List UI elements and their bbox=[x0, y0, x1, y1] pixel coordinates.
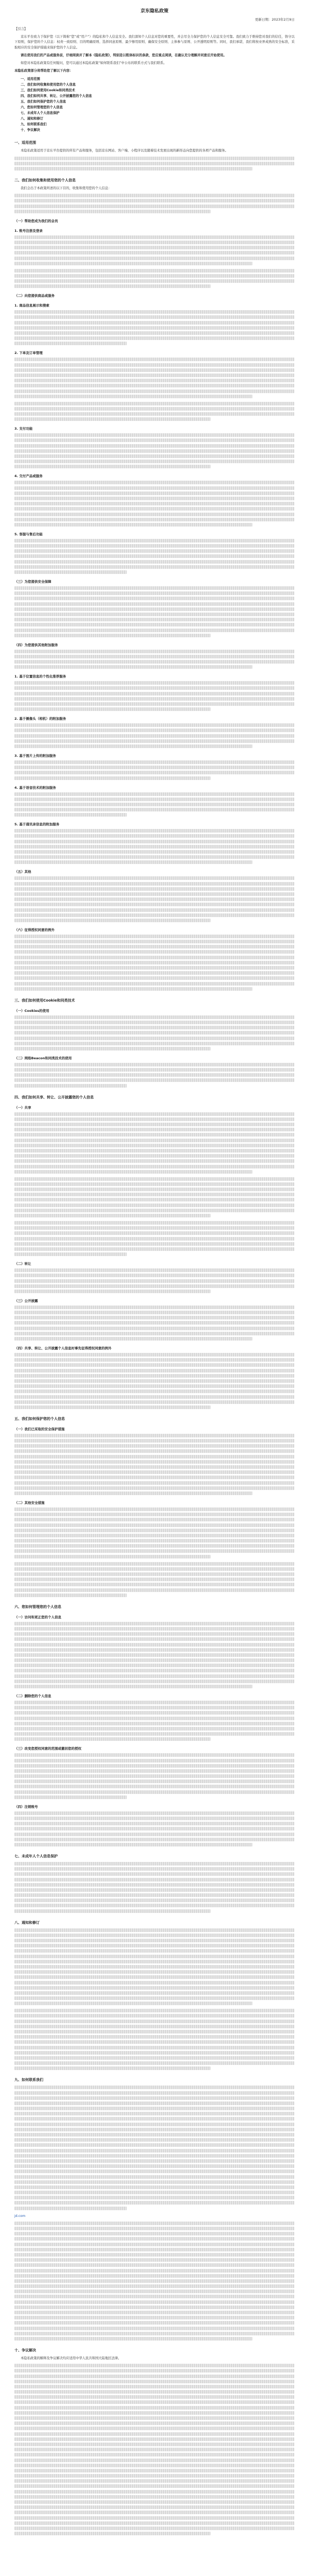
text-block bbox=[14, 1268, 295, 1293]
subsection-heading: 2. 基于摄像头（相机）的附加服务 bbox=[14, 717, 66, 721]
text-block bbox=[14, 539, 295, 574]
intro-contact-note: 如您对本隐私政策有任何疑问，您可以通过本隐私政策“如何联系我们”中公布的联系方式与我们联系。 bbox=[21, 61, 167, 65]
toc-item[interactable]: 二、我们如何收集和使用您的个人信息 bbox=[21, 83, 76, 87]
text-block bbox=[14, 1434, 295, 1495]
text-block bbox=[14, 723, 295, 748]
text-block bbox=[14, 235, 295, 265]
subsection-heading: （五）其他 bbox=[14, 870, 31, 874]
text-block bbox=[14, 681, 295, 711]
text-block bbox=[14, 935, 295, 991]
section-heading: 五、我们如何保护您的个人信息 bbox=[14, 1416, 65, 1421]
text-block bbox=[14, 157, 295, 171]
text-block bbox=[14, 1701, 295, 1741]
toc-item[interactable]: 三、我们如何使用Cookie和同类技术 bbox=[21, 89, 75, 93]
text-block bbox=[14, 586, 295, 637]
section-heading: 七、未成年人个人信息保护 bbox=[14, 1854, 58, 1858]
text-block bbox=[14, 1221, 295, 1256]
closing-note: 本隐私政策的解释及争议解决均应适用中华人民共和国大陆地区法律。 bbox=[21, 2356, 122, 2360]
text-block bbox=[14, 1622, 295, 1688]
subsection-heading: （一）共享 bbox=[14, 1105, 31, 1110]
intro-paragraph-bold: 请在使用我们的产品或服务前，仔细阅读并了解本《隐私政策》，特别是以粗体标识的条款，您应重点阅读，在确认充分理解并同意后开始使用。 bbox=[21, 53, 227, 57]
text-block bbox=[14, 433, 295, 468]
text-block bbox=[14, 1753, 295, 1799]
text-block bbox=[14, 481, 295, 527]
contact-link[interactable]: jd.com bbox=[14, 2214, 26, 2218]
updated-date: 更新日期：2023年2月9日 bbox=[255, 18, 295, 22]
subsection-heading: 4. 交付产品或服务 bbox=[14, 474, 43, 479]
section-heading: 二、我们如何收集和使用您的个人信息 bbox=[14, 178, 76, 182]
section-heading: 八、通知和修订 bbox=[14, 1920, 40, 1925]
subsection-heading: 4. 基于语音技术的附加服务 bbox=[14, 785, 56, 790]
subsection-heading: （二）删除您的个人信息 bbox=[14, 1694, 52, 1699]
text-block bbox=[14, 1507, 295, 1558]
section-heading: 四、我们如何共享、转让、公开披露您的个人信息 bbox=[14, 1095, 94, 1099]
subsection-heading: 5. 基于通讯录信息的附加服务 bbox=[14, 822, 60, 827]
text-block bbox=[14, 760, 295, 780]
contact-link-line bbox=[14, 2214, 295, 2219]
text-block bbox=[14, 876, 295, 922]
section-heading: 十、争议解决 bbox=[14, 2348, 36, 2352]
text-block bbox=[14, 829, 295, 864]
section-heading: 六、您如何管理您的个人信息 bbox=[14, 1604, 61, 1609]
section-heading: 三、我们如何使用Cookie和同类技术 bbox=[14, 998, 75, 1003]
subsection-heading: （二）转让 bbox=[14, 1262, 31, 1266]
subsection-heading: （二）向您提供商品或服务 bbox=[14, 294, 55, 298]
text-block bbox=[14, 792, 295, 817]
text-block bbox=[14, 402, 295, 421]
text-block bbox=[14, 310, 295, 345]
subsection-heading: （二）网络Beacon和同类技术的使用 bbox=[14, 1056, 72, 1060]
text-block bbox=[14, 2009, 295, 2070]
subsection-heading: 1. 基于位置信息的个性化推荐服务 bbox=[14, 674, 66, 679]
text-block bbox=[14, 1015, 295, 1050]
text-block bbox=[14, 1306, 295, 1341]
subsection-heading: （一）Cookies的使用 bbox=[14, 1008, 49, 1013]
subsection-heading: 1. 商品信息展示和搜索 bbox=[14, 303, 49, 308]
subsection-heading: （四）共享、转让、公开披露个人信息时事先征得授权同意的例外 bbox=[14, 1346, 112, 1351]
subsection-heading: 5. 客服与售后功能 bbox=[14, 532, 43, 536]
text-block bbox=[14, 1063, 295, 1088]
toc-item[interactable]: 八、通知和修订 bbox=[21, 117, 44, 121]
subsection-heading: （四）为您提供其他附加服务 bbox=[14, 642, 58, 647]
text-block bbox=[14, 650, 295, 669]
section-heading: 九、如何联系我们 bbox=[14, 2078, 43, 2082]
section-body: 我们会出于本政策所述的以下目的，收集和使用您的个人信息： bbox=[21, 187, 112, 190]
text-block bbox=[14, 2364, 295, 2535]
text-block bbox=[14, 1112, 295, 1174]
subsection-heading: （一）帮助您成为我们的会员 bbox=[14, 218, 58, 223]
subsection-heading: 2. 下单及订单管理 bbox=[14, 351, 43, 355]
text-block bbox=[14, 1562, 295, 1597]
toc-item[interactable]: 一、适用范围 bbox=[21, 77, 40, 81]
text-block bbox=[14, 1928, 295, 2006]
text-block bbox=[14, 1177, 295, 1217]
text-block bbox=[14, 1353, 295, 1409]
subsection-heading: （四）注销账号 bbox=[14, 1804, 38, 1809]
text-block bbox=[14, 358, 295, 398]
text-block bbox=[14, 1811, 295, 1846]
subsection-heading: （六）征得授权同意的例外 bbox=[14, 927, 55, 932]
toc-label: 本隐私政策部分将帮助您了解以下内容： bbox=[14, 69, 73, 73]
subsection-heading: （一）访问和更正您的个人信息 bbox=[14, 1615, 61, 1619]
subsection-heading: （三）公开披露 bbox=[14, 1298, 38, 1303]
text-block bbox=[14, 269, 295, 289]
toc-item[interactable]: 五、我们如何保护您的个人信息 bbox=[21, 100, 66, 104]
section-body: 本隐私政策适用于京东平台提供的所有产品和服务，包括京东网站、客户端、小程序以及随着技术发展出现的新形态向您提供的各项产品和服务。 bbox=[21, 149, 228, 153]
text-block bbox=[14, 1862, 295, 1913]
toc-item[interactable]: 四、我们如何共享、转让、公开披露您的个人信息 bbox=[21, 94, 92, 98]
subsection-heading: 3. 基于图片上传的附加服务 bbox=[14, 753, 56, 758]
lead-label: 【引言】 bbox=[14, 27, 28, 31]
table-of-contents bbox=[21, 76, 295, 133]
toc-item[interactable]: 九、如何联系我们 bbox=[21, 123, 47, 127]
toc-item[interactable]: 七、未成年人个人信息保护 bbox=[21, 111, 60, 115]
section-heading: 一、适用范围 bbox=[14, 141, 36, 145]
subsection-heading: 3. 支付功能 bbox=[14, 427, 33, 431]
text-block bbox=[14, 2086, 295, 2210]
subsection-heading: 1. 账号注册及登录 bbox=[14, 228, 43, 233]
intro-paragraph: 京东平台致力于保护您（以下简称“您”或“用户”）的隐私和个人信息安全。我们深知个人信息对您的重要性，并会尽全力保护您的个人信息安全可靠。我们致力于维持您对我们的信任，恪守以下原则，保护您的个人信息：权责一致原则、目的明确原则、选择同意原则、最少够用原则、确保安全原则、主体参与原则、公开透明原则等。同时，我们承诺，我们将按业界成熟的安全标准，采取相应的安全保护措施来保护您的个人信息。 bbox=[14, 35, 295, 49]
subsection-heading: （三）为您提供安全保障 bbox=[14, 580, 52, 584]
subsection-heading: （一）我们已采取的安全保护措施 bbox=[14, 1427, 65, 1431]
subsection-heading: （二）其他安全措施 bbox=[14, 1500, 45, 1505]
toc-item[interactable]: 十、争议解决 bbox=[21, 128, 40, 132]
text-block bbox=[14, 2222, 295, 2341]
toc-item[interactable]: 六、您如何管理您的个人信息 bbox=[21, 106, 63, 110]
text-block bbox=[14, 194, 295, 213]
subsection-heading: （三）改变您授权同意的范围或撤回您的授权 bbox=[14, 1747, 81, 1751]
page-title: 京东隐私政策 bbox=[140, 9, 168, 14]
